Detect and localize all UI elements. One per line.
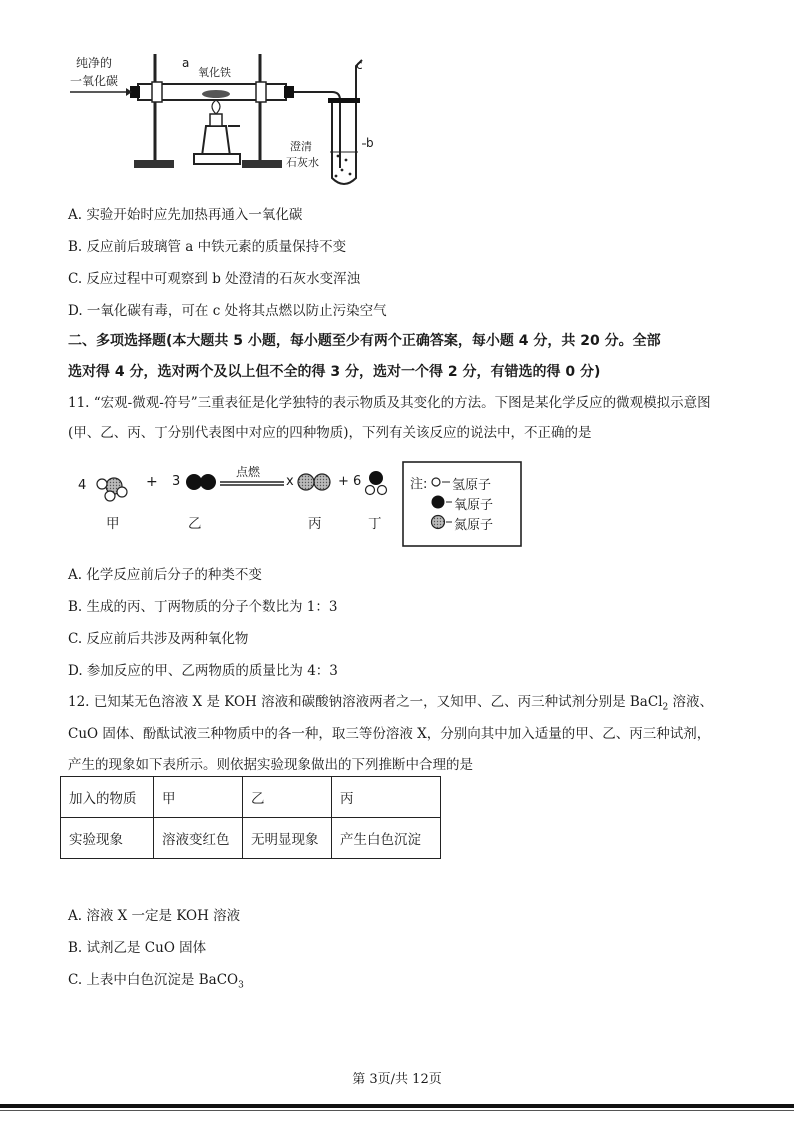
q12-stem-line2: CuO 固体、酚酞试液三种物质中的各一种，取三等份溶液 X，分别向其中加入适量的甲、乙、丙三种试剂， <box>68 726 711 742</box>
label-iron-oxide: 氧化铁 <box>198 66 231 79</box>
q12-stem-line1-subscript: 2 <box>662 702 669 713</box>
limewater-label-line1: 澄清 <box>290 140 312 153</box>
legend-hydrogen: 氢原子 <box>452 478 492 493</box>
coef-bing: x <box>286 474 294 489</box>
q12-option-a: A. 溶液 X 一定是 KOH 溶液 <box>68 908 241 924</box>
plus-sign-1: + <box>146 474 158 490</box>
label-a: a <box>182 56 190 70</box>
q11-option-a: A. 化学反应前后分子的种类不变 <box>68 567 262 583</box>
label-b: b <box>366 136 374 150</box>
q10-option-d: D. 一氧化碳有毒，可在 c 处将其点燃以防止污染空气 <box>68 303 387 319</box>
co-label-line2: 一氧化碳 <box>70 74 119 88</box>
q12-table <box>60 776 441 859</box>
table-row <box>61 818 441 859</box>
q12-stem-line1-text: 12. 已知某无色溶液 X 是 KOH 溶液和碳酸钠溶液两者之一，又知甲、乙、丙三种试剂分别是 BaCl <box>68 694 663 710</box>
reaction-condition: 点燃 <box>236 465 261 479</box>
table-cell: 加入的物质 <box>61 777 154 818</box>
table-cell: 溶液变红色 <box>154 818 243 859</box>
q11-stem: 11. “宏观-微观-符号”三重表征是化学独特的表示物质及其变化的方法。下图是某化学反应的微观模拟示意图(甲、乙、丙、丁分别代表图中对应的四种物质)，下列有关该反应的说法中，不正确的是 <box>68 395 711 441</box>
section2-heading-line1: 二、多项选择题(本大题共 5 小题，每小题至少有两个正确答案，每小题 4 分，共 20 分。全部 <box>68 333 661 349</box>
q12-option-c <box>68 968 244 991</box>
label-c: c <box>356 58 363 72</box>
table-cell: 实验现象 <box>61 818 154 859</box>
table-cell: 乙 <box>243 777 332 818</box>
q11-option-b: B. 生成的丙、丁两物质的分子个数比为 1：3 <box>68 599 338 615</box>
table-cell: 丙 <box>332 777 441 818</box>
table-row <box>61 777 441 818</box>
name-yi: 乙 <box>188 516 202 532</box>
q12-stem-line1 <box>68 690 713 713</box>
q11-option-c: C. 反应前后共涉及两种氧化物 <box>68 631 249 647</box>
q10-option-c: C. 反应过程中可观察到 b 处澄清的石灰水变浑浊 <box>68 271 361 287</box>
q12-option-c-text: C. 上表中白色沉淀是 BaCO <box>68 972 239 988</box>
table-cell: 产生白色沉淀 <box>332 818 441 859</box>
legend-title: 注: <box>410 477 428 492</box>
legend-nitrogen: 氮原子 <box>454 518 494 533</box>
q10-option-b: B. 反应前后玻璃管 a 中铁元素的质量保持不变 <box>68 239 347 255</box>
page-number: 第 3页/共 12页 <box>352 1072 442 1087</box>
footer-rule-thin <box>0 1110 794 1111</box>
section2-heading-line2: 选对得 4 分，选对两个及以上但不全的得 3 分，选对一个得 2 分，有错选的得 0 分) <box>68 364 601 380</box>
name-jia: 甲 <box>106 516 120 532</box>
q11-option-d: D. 参加反应的甲、乙两物质的质量比为 4：3 <box>68 663 338 679</box>
coef-yi: 3 <box>172 474 181 489</box>
footer-rule <box>0 1104 794 1108</box>
legend-oxygen: 氧原子 <box>454 498 494 513</box>
name-bing: 丙 <box>308 516 322 532</box>
q12-option-b: B. 试剂乙是 CuO 固体 <box>68 940 207 956</box>
q12-stem-line3: 产生的现象如下表所示。则依据实验现象做出的下列推断中合理的是 <box>68 757 473 773</box>
q12-option-c-subscript: 3 <box>238 980 244 991</box>
plus-coef-ding: + 6 <box>338 474 362 489</box>
name-ding: 丁 <box>368 516 382 532</box>
q10-option-a: A. 实验开始时应先加热再通入一氧化碳 <box>68 207 303 223</box>
limewater-label-line2: 石灰水 <box>286 156 319 169</box>
co-label-line1: 纯净的 <box>76 56 113 70</box>
q12-stem-line1-tail: 溶液、 <box>668 694 714 710</box>
table-cell: 甲 <box>154 777 243 818</box>
table-cell: 无明显现象 <box>243 818 332 859</box>
coef-jia: 4 <box>78 478 87 493</box>
